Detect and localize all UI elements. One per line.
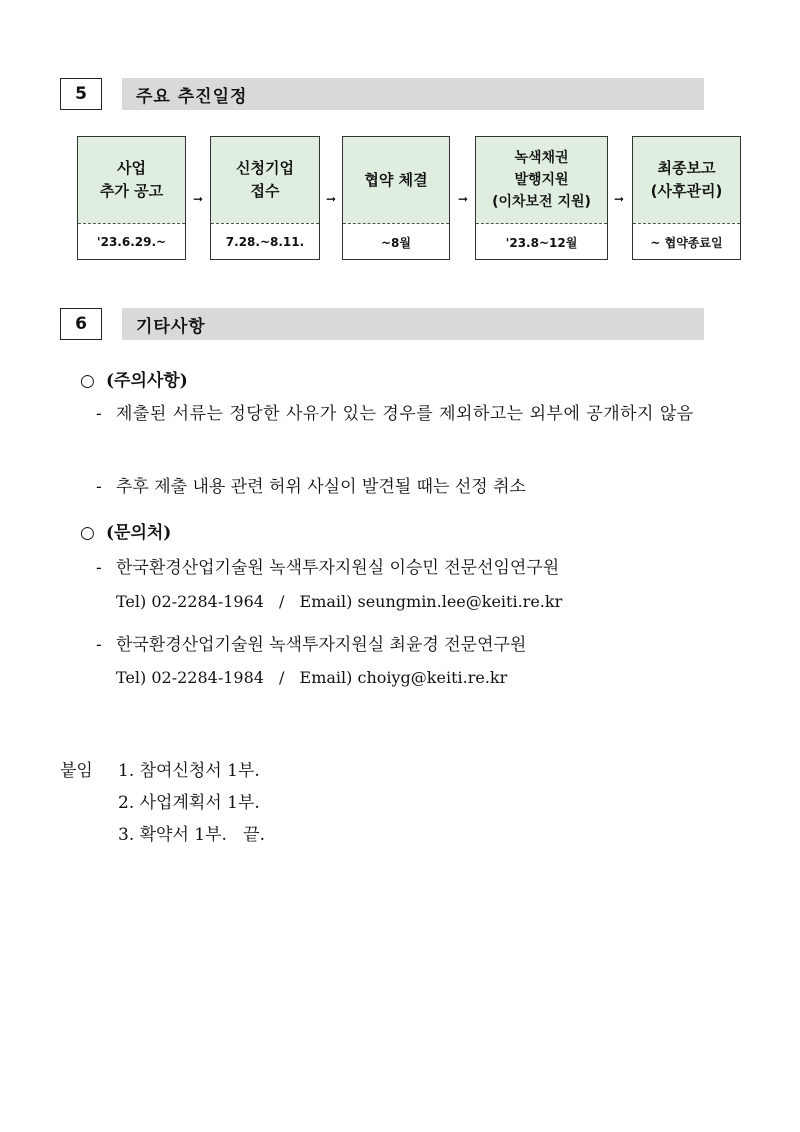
- list-item: [96, 472, 756, 502]
- flow-step-1: [77, 136, 186, 260]
- flow-step-date: 7.28.~8.11.: [225, 235, 305, 249]
- inquiry-label: (문의처): [106, 523, 172, 543]
- arrow-icon: ➞: [613, 192, 625, 206]
- separator: /: [279, 592, 285, 611]
- contact-tel: Tel) 02-2284-1964: [116, 592, 264, 611]
- dash-icon: -: [96, 558, 102, 578]
- flow-step-title: 사업 추가 공고: [78, 137, 185, 223]
- attachment-item: 2. 사업계획서 1부.: [118, 793, 260, 813]
- flow-step-5: [632, 136, 741, 260]
- separator: /: [279, 668, 285, 687]
- caution-heading: [80, 366, 188, 391]
- flow-step-title: 신청기업 접수: [211, 137, 319, 223]
- schedule-flow: [77, 136, 741, 262]
- contact-item: [96, 630, 756, 660]
- dash-icon: -: [96, 477, 102, 497]
- section-number: 6: [60, 308, 102, 340]
- dash-icon: -: [96, 404, 102, 424]
- flow-step-2: [210, 136, 320, 260]
- contact-email[interactable]: Email) seungmin.lee@keiti.re.kr: [299, 592, 563, 611]
- divider: [211, 223, 319, 224]
- contact-line: [116, 668, 517, 687]
- arrow-icon: ➞: [457, 192, 469, 206]
- attachment-item: 3. 확약서 1부. 끝.: [118, 825, 265, 845]
- contact-email[interactable]: Email) choiyg@keiti.re.kr: [299, 668, 508, 687]
- list-item-text: 추후 제출 내용 관련 허위 사실이 발견될 때는 선정 취소: [116, 477, 526, 497]
- contact-name: 한국환경산업기술원 녹색투자지원실 이승민 전문선임연구원: [116, 558, 560, 578]
- divider: [476, 223, 607, 224]
- attachments-label: 붙임: [60, 761, 93, 781]
- flow-step-date: '23.6.29.~: [96, 235, 167, 249]
- section-title: 주요 추진일정: [122, 78, 704, 110]
- inquiry-heading: [80, 518, 171, 543]
- arrow-icon: ➞: [325, 192, 337, 206]
- divider: [343, 223, 449, 224]
- list-item-text: 제출된 서류는 정당한 사유가 있는 경우를 제외하고는 외부에 공개하지 않음: [116, 404, 694, 424]
- section-number: 5: [60, 78, 102, 110]
- contact-tel: Tel) 02-2284-1984: [116, 668, 264, 687]
- flow-step-date: ~ 협약종료일: [650, 235, 723, 250]
- divider: [78, 223, 185, 224]
- circle-bullet-icon: ○: [80, 371, 95, 391]
- section-6-header: [60, 308, 704, 340]
- section-5-header: [60, 78, 704, 110]
- flow-step-date: ~8월: [381, 235, 411, 250]
- flow-step-title: 최종보고 (사후관리): [633, 137, 740, 223]
- attachment-item: 1. 참여신청서 1부.: [118, 761, 260, 781]
- contact-item: [96, 553, 756, 583]
- flow-step-3: [342, 136, 450, 260]
- arrow-icon: ➞: [192, 192, 204, 206]
- section-title: 기타사항: [122, 308, 704, 340]
- flow-step-4: [475, 136, 608, 260]
- flow-step-title: 협약 체결: [343, 137, 449, 223]
- dash-icon: -: [96, 635, 102, 655]
- flow-step-title: 녹색채권 발행지원 (이차보전 지원): [476, 137, 607, 223]
- contact-line: [116, 592, 572, 611]
- caution-label: (주의사항): [106, 371, 188, 391]
- flow-step-date: '23.8~12월: [505, 235, 578, 250]
- divider: [633, 223, 740, 224]
- circle-bullet-icon: ○: [80, 523, 95, 543]
- contact-name: 한국환경산업기술원 녹색투자지원실 최윤경 전문연구원: [116, 635, 527, 655]
- list-item: [96, 399, 756, 429]
